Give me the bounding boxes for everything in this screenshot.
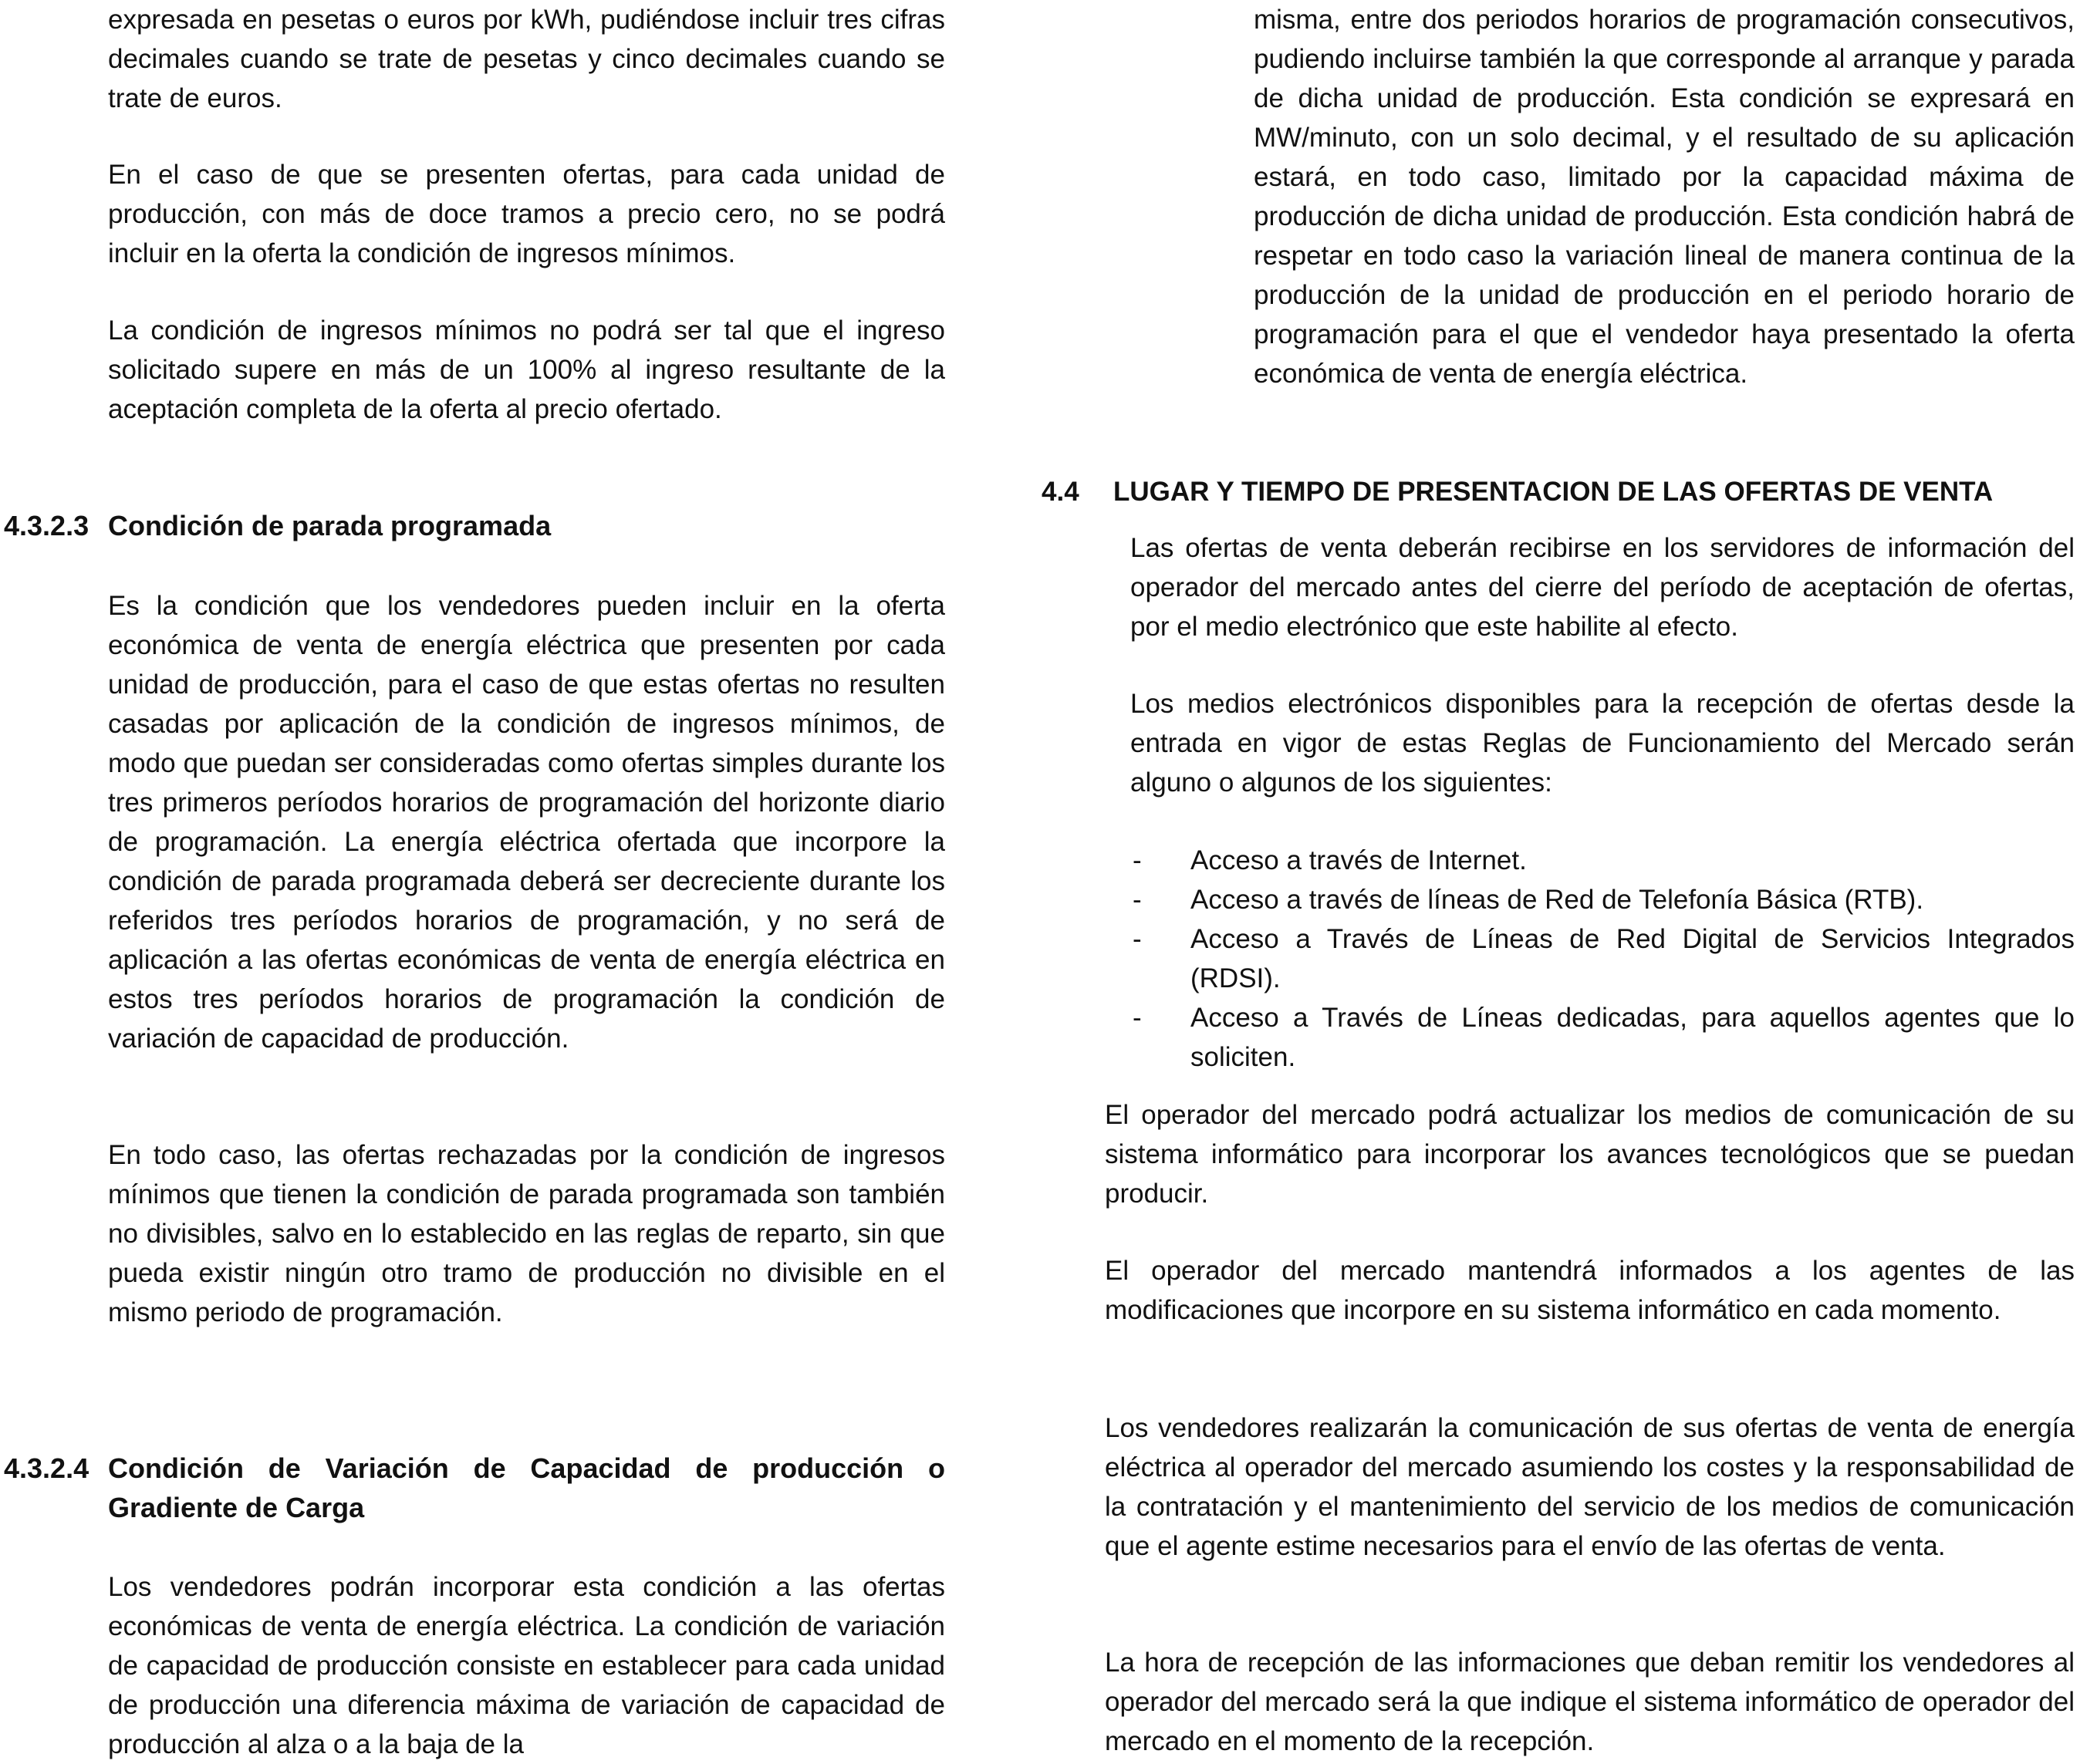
section-heading-4-4 — [1042, 472, 2080, 511]
paragraph-update-communication: El operador del mercado podrá actualizar los medios de comunicación de su sistema informático para incorporar los avances tecnológicos que se puedan producir. — [1105, 1100, 2075, 1209]
paragraph-zero-price-tranches: En el caso de que se presenten ofertas, para cada unidad de producción, con más de doce tramos a precio cero, no se podrá incluir en la oferta la condición de ingresos mínimos. — [108, 160, 945, 268]
paragraph-scheduled-stop-definition: Es la condición que los vendedores pueden incluir en la oferta económica de venta de energía eléctrica que presenten por cada unidad de producción, para el caso de que estas ofertas no resulten casadas por aplicación de la condición de ingresos mínimos, de modo que puedan ser consideradas como ofertas simples durante los tres primeros períodos horarios de programación del horizonte diario de programación. La energía eléctrica ofertada que incorpore la condición de parada programada deberá ser decreciente durante los referidos tres períodos horarios de programación, y no será de aplicación a las ofertas económicas de venta de energía eléctrica en estos tres períodos horarios de programación la condición de variación de capacidad de producción. — [108, 591, 945, 1054]
list-item: - Acceso a través de Internet. — [1133, 845, 1527, 875]
paragraph-price-decimals: expresada en pesetas o euros por kWh, pudiéndose incluir tres cifras decimales cuando se trate de pesetas y cinco decimales cuando se trate de euros. — [108, 5, 945, 113]
list-item: - Acceso a Través de Líneas de Red Digital de Servicios Integrados (RDSI). — [1133, 924, 2075, 993]
section-number: 4.4 — [1042, 477, 1079, 507]
paragraph-keep-informed: El operador del mercado mantendrá informados a los agentes de las modificaciones que incorpore en su sistema informático en cada momento. — [1105, 1256, 2075, 1325]
section-heading-4-3-2-3 — [4, 506, 945, 545]
paragraph-electronic-means: Los medios electrónicos disponibles para la recepción de ofertas desde la entrada en vigor de estas Reglas de Funcionamiento del Mercado serán alguno o algunos de los siguientes: — [1130, 689, 2075, 798]
list-item: - Acceso a Través de Líneas dedicadas, para aquellos agentes que lo soliciten. — [1133, 1003, 2075, 1072]
paragraph-rejected-offers: En todo caso, las ofertas rechazadas por la condición de ingresos mínimos que tienen la condición de parada programada son también no divisibles, salvo en lo establecido en las reglas de reparto, sin que pueda existir ningún otro tramo de producción no divisible en el mismo periodo de programación. — [108, 1140, 945, 1327]
access-methods-list — [1119, 841, 2075, 1077]
list-item: - Acceso a través de líneas de Red de Telefonía Básica (RTB). — [1133, 885, 1924, 915]
paragraph-offer-reception: Las ofertas de venta deberán recibirse en los servidores de información del operador del mercado antes del cierre del período de aceptación de ofertas, por el medio electrónico que este habilite al efecto. — [1130, 533, 2075, 642]
section-number: 4.3.2.4 — [4, 1452, 89, 1484]
section-number: 4.3.2.3 — [4, 510, 89, 541]
section-title: Condición de Variación de Capacidad de producción o Gradiente de Carga — [108, 1452, 945, 1523]
paragraph-reception-time: La hora de recepción de las informaciones que deban remitir los vendedores al operador del mercado será la que indique el sistema informático de operador del mercado en el momento de la recepción. — [1105, 1648, 2075, 1756]
section-heading-4-3-2-4 — [4, 1449, 945, 1527]
section-title: LUGAR Y TIEMPO DE PRESENTACION DE LAS OFERTAS DE VENTA — [1113, 477, 1994, 507]
paragraph-gradient-continuation: misma, entre dos periodos horarios de programación consecutivos, pudiendo incluirse también la que corresponde al arranque y parada de dicha unidad de producción. Esta condición se expresará en MW/minuto, con un solo decimal, y el resultado de su aplicación estará, en todo caso, limitado por la capacidad máxima de producción de dicha unidad de producción. Esta condición habrá de respetar en todo caso la variación lineal de manera continua de la producción de la unidad de producción en el periodo horario de programación para el que el vendedor haya presentado la oferta económica de venta de energía eléctrica. — [1254, 5, 2075, 389]
paragraph-communication-costs: Los vendedores realizarán la comunicación de sus ofertas de venta de energía eléctrica al operador del mercado asumiendo los costes y la responsabilidad de la contratación y el mantenimiento del servicio de los medios de comunicación que el agente estime necesarios para el envío de las ofertas de venta. — [1105, 1413, 2075, 1561]
paragraph-minimum-income-limit: La condición de ingresos mínimos no podrá ser tal que el ingreso solicitado supere en más de un 100% al ingreso resultante de la aceptación completa de la oferta al precio ofertado. — [108, 315, 945, 424]
paragraph-load-gradient-definition: Los vendedores podrán incorporar esta condición a las ofertas económicas de venta de energía eléctrica. La condición de variación de capacidad de producción consiste en establecer para cada unidad de producción una diferencia máxima de variación de capacidad de producción al alza o a la baja de la — [108, 1572, 945, 1759]
section-title: Condición de parada programada — [108, 510, 552, 541]
